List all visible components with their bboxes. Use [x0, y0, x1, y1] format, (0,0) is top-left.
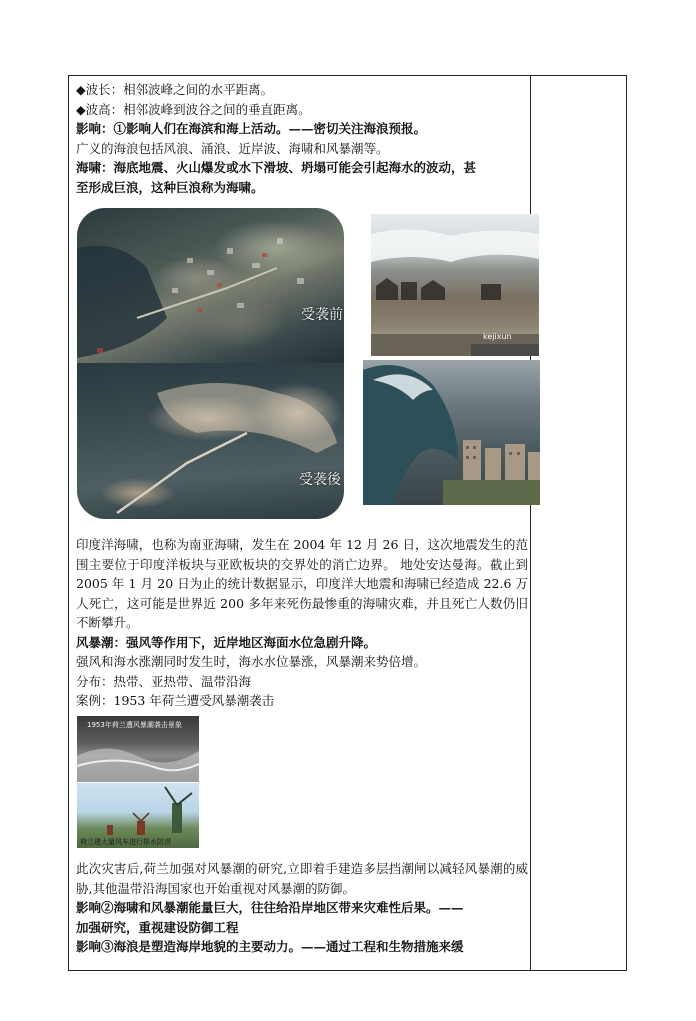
distribution-line: 分布：热带、亚热带、温带沿海 [76, 673, 252, 689]
tsunami-town-photo [371, 214, 539, 356]
after-label: 受袭後 [299, 472, 341, 488]
wavelength-line: ◆波长：相邻波峰之间的水平距离。 [76, 82, 274, 97]
satellite-before-image [77, 208, 344, 363]
broad-waves-line: 广义的海浪包括风浪、涌浪、近岸波、海啸和风暴潮等。 [76, 140, 389, 156]
after-disaster-paragraph: 此次灾害后,荷兰加强对风暴潮的研究,立即着手建造多层挡潮闸以减轻风暴潮的威胁,其他温带沿海国家也开始重视对风暴潮的防御。 [76, 860, 528, 896]
tsunami-image-area [76, 197, 528, 535]
storm-surge-definition-line: 风暴潮：强风等作用下，近岸地区海面水位急剧升降。 [76, 634, 377, 650]
case-line: 案例：1953 年荷兰遭受风暴潮袭击 [76, 693, 275, 709]
column-divider [530, 76, 531, 970]
storm-surge-description-line: 强风和海水涨潮同时发生时，海水水位暴涨，风暴潮来势倍增。 [76, 654, 427, 670]
giant-wave-photo [363, 360, 540, 505]
watermark: kejixun [483, 332, 512, 341]
holland-storm-photo [77, 716, 199, 782]
holland-image-area [76, 711, 528, 859]
tsunami-definition-line-2: 至形成巨浪，这种巨浪称为海啸。 [76, 179, 264, 195]
influence-1-line: 影响：①影响人们在海滨和海上活动。——密切关注海浪预报。 [76, 121, 427, 136]
holland-windmill-photo [77, 783, 199, 848]
influence-3-line: 影响③海浪是塑造海岸地貌的主要动力。——通过工程和生物措施来缓 [76, 939, 464, 955]
tsunami-definition-line-1: 海啸：海底地震、火山爆发或水下滑坡、坍塌可能会引起海水的波动，甚 [76, 160, 477, 175]
before-label: 受袭前 [301, 307, 343, 323]
indian-ocean-tsunami-paragraph: 印度洋海啸，也称为南亚海啸，发生在 2004 年 12 月 26 日，这次地震发生的范围主要位于印度洋板块与亚欧板块的交界处的消亡边界。 地处安达曼海。截止到 2005 年 1 月 20 日为止的统计数据显示，印度洋大地震和海啸已经造成 22.6 万人死亡，这可能是世界近 200 多年来死伤最惨重的海啸灾难，并且死亡人数仍旧不断攀升。 [76, 537, 528, 631]
influence-2-line-1: 影响②海啸和风暴潮能量巨大，往往给沿岸地区带来灾难性后果。—— [76, 900, 464, 916]
content-cell [76, 76, 528, 957]
document-table [68, 75, 627, 971]
holland-storm-caption: 1953年荷兰遭风暴潮袭击景象 [87, 720, 182, 729]
influence-2-line-2: 加强研究，重视建设防御工程 [76, 919, 239, 935]
holland-windmill-caption: 荷兰建大量风车进行排水防涝 [80, 837, 171, 846]
satellite-after-image [77, 363, 344, 519]
waveheight-line: ◆波高：相邻波峰到波谷之间的垂直距离。 [76, 101, 311, 117]
